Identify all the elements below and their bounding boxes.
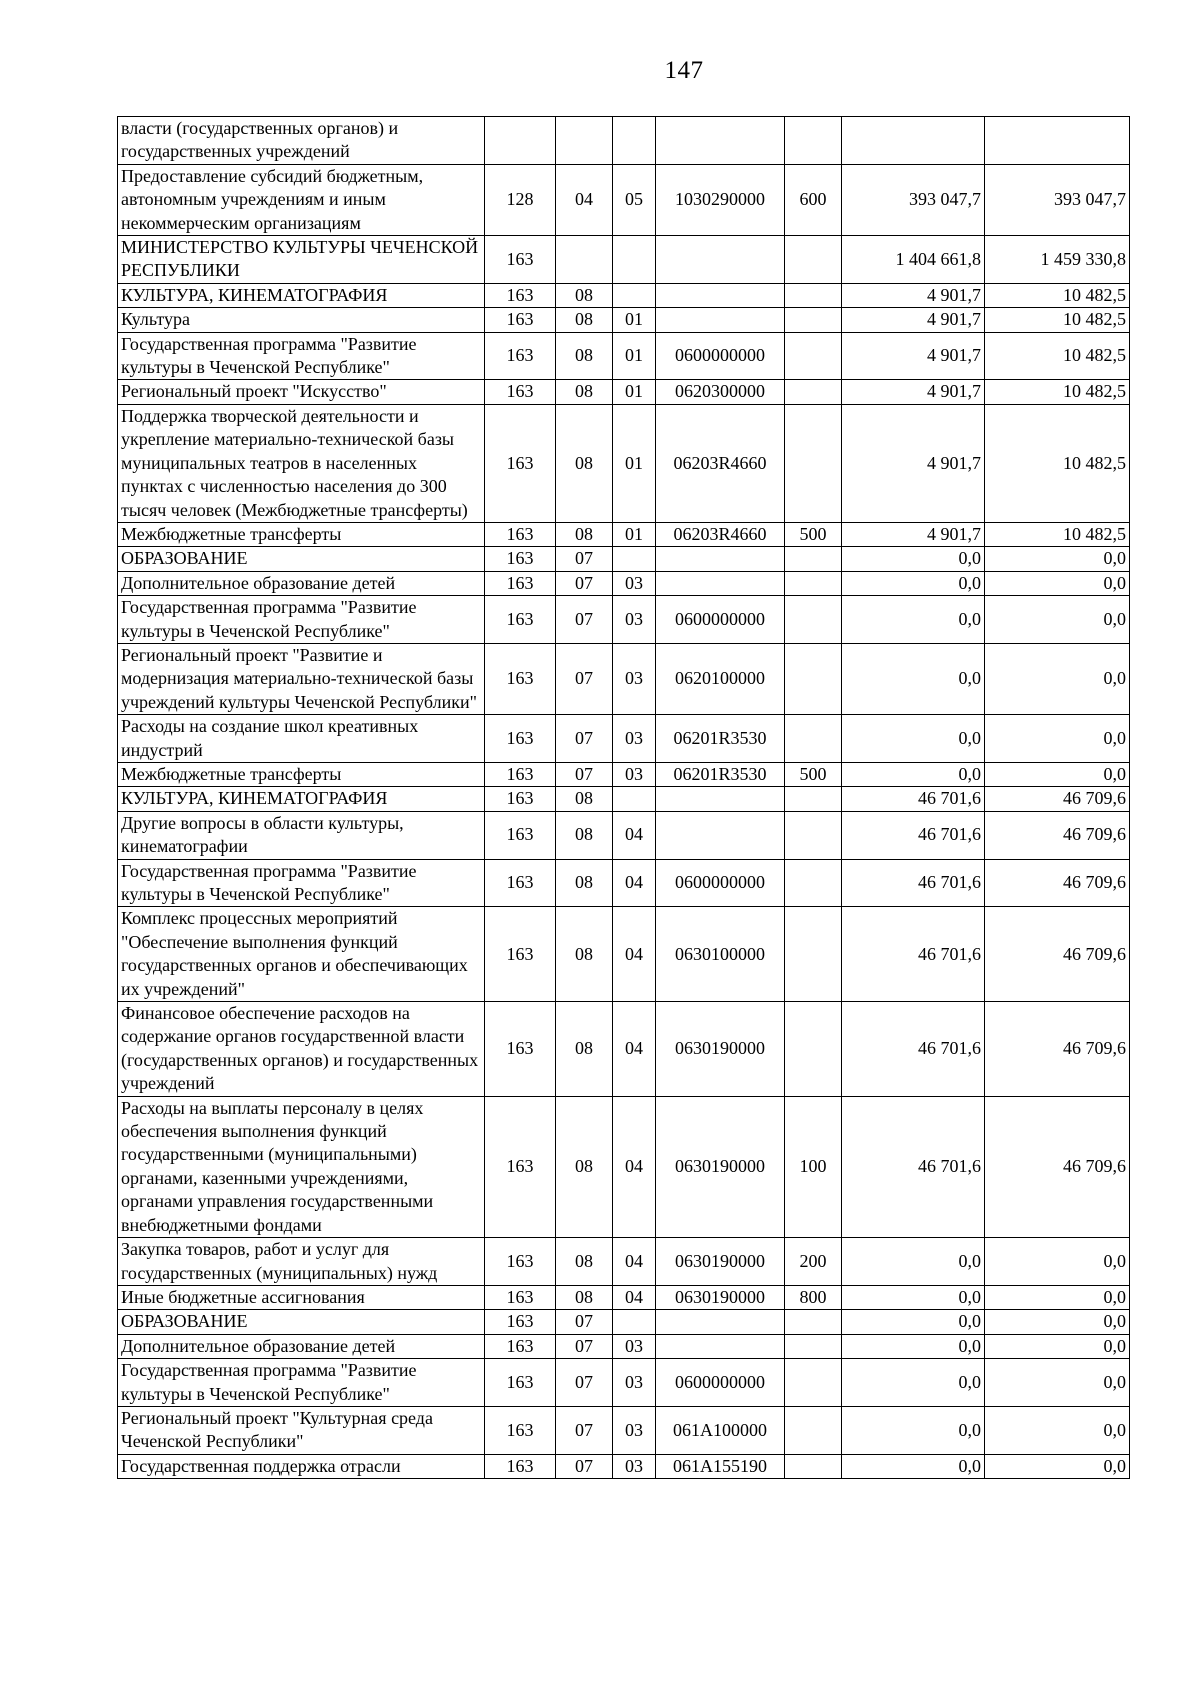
row-name-cell: Предоставление субсидий бюджетным, автономным учреждениям и иным некоммерческим организациям bbox=[118, 164, 485, 235]
section-code-cell bbox=[556, 236, 613, 284]
expense-type-cell bbox=[785, 236, 842, 284]
expense-type-cell bbox=[785, 811, 842, 859]
target-article-cell: 06201R3530 bbox=[656, 715, 785, 763]
amount-year2-cell: 10 482,5 bbox=[985, 283, 1130, 307]
table-row bbox=[118, 596, 1130, 644]
admin-code-cell: 163 bbox=[485, 811, 556, 859]
section-code-cell: 08 bbox=[556, 380, 613, 404]
subsection-code-cell: 04 bbox=[613, 811, 656, 859]
amount-year2-cell: 10 482,5 bbox=[985, 522, 1130, 546]
row-name-cell: Иные бюджетные ассигнования bbox=[118, 1285, 485, 1309]
subsection-code-cell: 01 bbox=[613, 404, 656, 522]
table-row bbox=[118, 762, 1130, 786]
section-code-cell: 07 bbox=[556, 762, 613, 786]
amount-year1-cell: 46 701,6 bbox=[842, 1002, 985, 1097]
amount-year2-cell: 1 459 330,8 bbox=[985, 236, 1130, 284]
target-article-cell: 0620100000 bbox=[656, 643, 785, 714]
amount-year2-cell: 10 482,5 bbox=[985, 404, 1130, 522]
expense-type-cell bbox=[785, 1334, 842, 1358]
subsection-code-cell bbox=[613, 236, 656, 284]
section-code-cell: 07 bbox=[556, 1334, 613, 1358]
amount-year1-cell: 4 901,7 bbox=[842, 522, 985, 546]
expense-type-cell bbox=[785, 1406, 842, 1454]
amount-year2-cell: 0,0 bbox=[985, 571, 1130, 595]
row-name-cell: КУЛЬТУРА, КИНЕМАТОГРАФИЯ bbox=[118, 787, 485, 811]
expense-type-cell bbox=[785, 1002, 842, 1097]
target-article-cell bbox=[656, 283, 785, 307]
expense-type-cell: 800 bbox=[785, 1285, 842, 1309]
amount-year1-cell: 4 901,7 bbox=[842, 404, 985, 522]
row-name-cell: Региональный проект "Культурная среда Чеченской Республики" bbox=[118, 1406, 485, 1454]
admin-code-cell bbox=[485, 117, 556, 165]
admin-code-cell: 128 bbox=[485, 164, 556, 235]
admin-code-cell: 163 bbox=[485, 907, 556, 1002]
row-name-cell: Государственная программа "Развитие культуры в Чеченской Республике" bbox=[118, 1359, 485, 1407]
expense-type-cell bbox=[785, 859, 842, 907]
target-article-cell bbox=[656, 308, 785, 332]
section-code-cell: 08 bbox=[556, 787, 613, 811]
section-code-cell: 07 bbox=[556, 547, 613, 571]
amount-year1-cell: 1 404 661,8 bbox=[842, 236, 985, 284]
table-row bbox=[118, 380, 1130, 404]
row-name-cell: Расходы на выплаты персоналу в целях обеспечения выполнения функций государственными (муниципальными) органами, казенными учреждениями, органами управления государственными внебюджетными фондами bbox=[118, 1096, 485, 1237]
target-article-cell bbox=[656, 1310, 785, 1334]
amount-year1-cell: 46 701,6 bbox=[842, 859, 985, 907]
table-row bbox=[118, 1406, 1130, 1454]
amount-year2-cell: 10 482,5 bbox=[985, 332, 1130, 380]
admin-code-cell: 163 bbox=[485, 715, 556, 763]
admin-code-cell: 163 bbox=[485, 236, 556, 284]
admin-code-cell: 163 bbox=[485, 522, 556, 546]
expense-type-cell bbox=[785, 308, 842, 332]
section-code-cell: 07 bbox=[556, 715, 613, 763]
row-name-cell: Государственная поддержка отрасли bbox=[118, 1454, 485, 1478]
table-row bbox=[118, 811, 1130, 859]
section-code-cell: 04 bbox=[556, 164, 613, 235]
table-row bbox=[118, 332, 1130, 380]
expense-type-cell bbox=[785, 404, 842, 522]
amount-year2-cell: 0,0 bbox=[985, 715, 1130, 763]
subsection-code-cell: 05 bbox=[613, 164, 656, 235]
page-number-text: 147 bbox=[664, 57, 704, 84]
row-name-cell: КУЛЬТУРА, КИНЕМАТОГРАФИЯ bbox=[118, 283, 485, 307]
subsection-code-cell: 03 bbox=[613, 1406, 656, 1454]
subsection-code-cell: 04 bbox=[613, 907, 656, 1002]
section-code-cell: 07 bbox=[556, 643, 613, 714]
amount-year1-cell: 0,0 bbox=[842, 571, 985, 595]
section-code-cell: 07 bbox=[556, 1310, 613, 1334]
target-article-cell: 0630190000 bbox=[656, 1096, 785, 1237]
admin-code-cell: 163 bbox=[485, 283, 556, 307]
amount-year2-cell: 0,0 bbox=[985, 762, 1130, 786]
subsection-code-cell: 03 bbox=[613, 1454, 656, 1478]
row-name-cell: Дополнительное образование детей bbox=[118, 1334, 485, 1358]
target-article-cell: 0600000000 bbox=[656, 859, 785, 907]
target-article-cell: 0620300000 bbox=[656, 380, 785, 404]
table-row bbox=[118, 1002, 1130, 1097]
subsection-code-cell: 03 bbox=[613, 762, 656, 786]
row-name-cell: Региональный проект "Развитие и модернизация материально-технической базы учреждений культуры Чеченской Республики" bbox=[118, 643, 485, 714]
subsection-code-cell: 01 bbox=[613, 522, 656, 546]
row-name-cell: Дополнительное образование детей bbox=[118, 571, 485, 595]
amount-year1-cell: 0,0 bbox=[842, 1334, 985, 1358]
section-code-cell: 07 bbox=[556, 1359, 613, 1407]
amount-year2-cell: 46 709,6 bbox=[985, 907, 1130, 1002]
table-row bbox=[118, 547, 1130, 571]
row-name-cell: Межбюджетные трансферты bbox=[118, 522, 485, 546]
subsection-code-cell: 01 bbox=[613, 332, 656, 380]
section-code-cell: 08 bbox=[556, 907, 613, 1002]
target-article-cell: 0630100000 bbox=[656, 907, 785, 1002]
table-row bbox=[118, 1310, 1130, 1334]
amount-year1-cell: 4 901,7 bbox=[842, 380, 985, 404]
table-row bbox=[118, 1285, 1130, 1309]
table-row bbox=[118, 283, 1130, 307]
row-name-cell: Финансовое обеспечение расходов на содержание органов государственной власти (государственных органов) и государственных учреждений bbox=[118, 1002, 485, 1097]
admin-code-cell: 163 bbox=[485, 308, 556, 332]
row-name-cell: Государственная программа "Развитие культуры в Чеченской Республике" bbox=[118, 332, 485, 380]
table-row bbox=[118, 715, 1130, 763]
row-name-cell: Государственная программа "Развитие культуры в Чеченской Республике" bbox=[118, 859, 485, 907]
section-code-cell: 08 bbox=[556, 522, 613, 546]
expense-type-cell bbox=[785, 380, 842, 404]
page-number bbox=[0, 56, 1200, 86]
amount-year1-cell: 393 047,7 bbox=[842, 164, 985, 235]
subsection-code-cell: 04 bbox=[613, 1002, 656, 1097]
expense-type-cell bbox=[785, 1454, 842, 1478]
amount-year1-cell: 0,0 bbox=[842, 643, 985, 714]
expense-type-cell bbox=[785, 715, 842, 763]
table-row bbox=[118, 308, 1130, 332]
budget-table bbox=[117, 116, 1130, 1479]
amount-year1-cell: 0,0 bbox=[842, 1454, 985, 1478]
row-name-cell: власти (государственных органов) и государственных учреждений bbox=[118, 117, 485, 165]
admin-code-cell: 163 bbox=[485, 404, 556, 522]
amount-year1-cell: 0,0 bbox=[842, 1285, 985, 1309]
subsection-code-cell: 04 bbox=[613, 1238, 656, 1286]
target-article-cell: 061A100000 bbox=[656, 1406, 785, 1454]
admin-code-cell: 163 bbox=[485, 1238, 556, 1286]
amount-year2-cell: 46 709,6 bbox=[985, 1096, 1130, 1237]
amount-year2-cell: 393 047,7 bbox=[985, 164, 1130, 235]
amount-year1-cell: 0,0 bbox=[842, 1359, 985, 1407]
amount-year1-cell: 0,0 bbox=[842, 547, 985, 571]
table-row bbox=[118, 907, 1130, 1002]
admin-code-cell: 163 bbox=[485, 1002, 556, 1097]
amount-year2-cell: 46 709,6 bbox=[985, 859, 1130, 907]
subsection-code-cell bbox=[613, 787, 656, 811]
expense-type-cell bbox=[785, 332, 842, 380]
table-row bbox=[118, 1238, 1130, 1286]
target-article-cell: 1030290000 bbox=[656, 164, 785, 235]
amount-year2-cell: 0,0 bbox=[985, 1310, 1130, 1334]
amount-year1-cell: 0,0 bbox=[842, 715, 985, 763]
amount-year2-cell bbox=[985, 117, 1130, 165]
table-row bbox=[118, 787, 1130, 811]
row-name-cell: Закупка товаров, работ и услуг для государственных (муниципальных) нужд bbox=[118, 1238, 485, 1286]
row-name-cell: Поддержка творческой деятельности и укрепление материально-технической базы муниципальных театров в населенных пунктах с численностью населения до 300 тысяч человек (Межбюджетные трансферты) bbox=[118, 404, 485, 522]
admin-code-cell: 163 bbox=[485, 762, 556, 786]
expense-type-cell: 500 bbox=[785, 762, 842, 786]
row-name-cell: МИНИСТЕРСТВО КУЛЬТУРЫ ЧЕЧЕНСКОЙ РЕСПУБЛИКИ bbox=[118, 236, 485, 284]
expense-type-cell bbox=[785, 571, 842, 595]
amount-year1-cell: 4 901,7 bbox=[842, 332, 985, 380]
expense-type-cell bbox=[785, 787, 842, 811]
admin-code-cell: 163 bbox=[485, 1406, 556, 1454]
target-article-cell bbox=[656, 236, 785, 284]
subsection-code-cell: 03 bbox=[613, 571, 656, 595]
admin-code-cell: 163 bbox=[485, 1285, 556, 1309]
table-row bbox=[118, 522, 1130, 546]
amount-year1-cell: 46 701,6 bbox=[842, 787, 985, 811]
amount-year2-cell: 46 709,6 bbox=[985, 787, 1130, 811]
table-row bbox=[118, 1334, 1130, 1358]
section-code-cell: 08 bbox=[556, 859, 613, 907]
admin-code-cell: 163 bbox=[485, 1096, 556, 1237]
target-article-cell: 0630190000 bbox=[656, 1002, 785, 1097]
admin-code-cell: 163 bbox=[485, 547, 556, 571]
subsection-code-cell: 03 bbox=[613, 1334, 656, 1358]
amount-year2-cell: 10 482,5 bbox=[985, 380, 1130, 404]
subsection-code-cell: 01 bbox=[613, 380, 656, 404]
expense-type-cell bbox=[785, 547, 842, 571]
target-article-cell: 0600000000 bbox=[656, 596, 785, 644]
target-article-cell bbox=[656, 811, 785, 859]
expense-type-cell bbox=[785, 1359, 842, 1407]
admin-code-cell: 163 bbox=[485, 643, 556, 714]
admin-code-cell: 163 bbox=[485, 1359, 556, 1407]
table-row bbox=[118, 1359, 1130, 1407]
amount-year2-cell: 0,0 bbox=[985, 596, 1130, 644]
amount-year2-cell: 0,0 bbox=[985, 1454, 1130, 1478]
table-row bbox=[118, 164, 1130, 235]
expense-type-cell bbox=[785, 117, 842, 165]
expense-type-cell bbox=[785, 1310, 842, 1334]
amount-year2-cell: 46 709,6 bbox=[985, 811, 1130, 859]
table-row bbox=[118, 643, 1130, 714]
amount-year1-cell: 46 701,6 bbox=[842, 811, 985, 859]
table-row bbox=[118, 1454, 1130, 1478]
amount-year1-cell: 46 701,6 bbox=[842, 907, 985, 1002]
amount-year1-cell: 46 701,6 bbox=[842, 1096, 985, 1237]
table-body bbox=[118, 117, 1130, 1479]
row-name-cell: Межбюджетные трансферты bbox=[118, 762, 485, 786]
table-row bbox=[118, 571, 1130, 595]
target-article-cell bbox=[656, 117, 785, 165]
amount-year1-cell: 0,0 bbox=[842, 762, 985, 786]
amount-year1-cell: 0,0 bbox=[842, 1310, 985, 1334]
target-article-cell bbox=[656, 1334, 785, 1358]
expense-type-cell bbox=[785, 907, 842, 1002]
amount-year1-cell: 0,0 bbox=[842, 1406, 985, 1454]
amount-year2-cell: 0,0 bbox=[985, 1285, 1130, 1309]
subsection-code-cell: 01 bbox=[613, 308, 656, 332]
expense-type-cell bbox=[785, 643, 842, 714]
row-name-cell: Региональный проект "Искусство" bbox=[118, 380, 485, 404]
section-code-cell: 07 bbox=[556, 1454, 613, 1478]
amount-year2-cell: 0,0 bbox=[985, 643, 1130, 714]
subsection-code-cell: 04 bbox=[613, 859, 656, 907]
target-article-cell: 061A155190 bbox=[656, 1454, 785, 1478]
amount-year2-cell: 0,0 bbox=[985, 547, 1130, 571]
subsection-code-cell bbox=[613, 283, 656, 307]
admin-code-cell: 163 bbox=[485, 1310, 556, 1334]
section-code-cell: 08 bbox=[556, 308, 613, 332]
expense-type-cell: 600 bbox=[785, 164, 842, 235]
table-row bbox=[118, 117, 1130, 165]
row-name-cell: Комплекс процессных мероприятий "Обеспечение выполнения функций государственных органов и обеспечивающих их учреждений" bbox=[118, 907, 485, 1002]
subsection-code-cell: 03 bbox=[613, 715, 656, 763]
admin-code-cell: 163 bbox=[485, 1454, 556, 1478]
table-row bbox=[118, 1096, 1130, 1237]
target-article-cell bbox=[656, 787, 785, 811]
section-code-cell: 08 bbox=[556, 1285, 613, 1309]
subsection-code-cell: 04 bbox=[613, 1285, 656, 1309]
expense-type-cell: 100 bbox=[785, 1096, 842, 1237]
row-name-cell: Другие вопросы в области культуры, кинематографии bbox=[118, 811, 485, 859]
admin-code-cell: 163 bbox=[485, 380, 556, 404]
amount-year2-cell: 0,0 bbox=[985, 1406, 1130, 1454]
expense-type-cell: 500 bbox=[785, 522, 842, 546]
section-code-cell: 08 bbox=[556, 1002, 613, 1097]
expense-type-cell bbox=[785, 596, 842, 644]
target-article-cell bbox=[656, 571, 785, 595]
admin-code-cell: 163 bbox=[485, 596, 556, 644]
admin-code-cell: 163 bbox=[485, 1334, 556, 1358]
section-code-cell: 08 bbox=[556, 1096, 613, 1237]
section-code-cell: 08 bbox=[556, 404, 613, 522]
target-article-cell: 06203R4660 bbox=[656, 522, 785, 546]
table-row bbox=[118, 404, 1130, 522]
amount-year2-cell: 46 709,6 bbox=[985, 1002, 1130, 1097]
amount-year2-cell: 0,0 bbox=[985, 1359, 1130, 1407]
section-code-cell: 08 bbox=[556, 811, 613, 859]
expense-type-cell bbox=[785, 283, 842, 307]
target-article-cell: 0630190000 bbox=[656, 1238, 785, 1286]
section-code-cell: 07 bbox=[556, 596, 613, 644]
admin-code-cell: 163 bbox=[485, 859, 556, 907]
target-article-cell: 0630190000 bbox=[656, 1285, 785, 1309]
target-article-cell: 0600000000 bbox=[656, 1359, 785, 1407]
row-name-cell: Государственная программа "Развитие культуры в Чеченской Республике" bbox=[118, 596, 485, 644]
row-name-cell: ОБРАЗОВАНИЕ bbox=[118, 547, 485, 571]
subsection-code-cell bbox=[613, 547, 656, 571]
table-row bbox=[118, 859, 1130, 907]
amount-year2-cell: 0,0 bbox=[985, 1238, 1130, 1286]
section-code-cell: 07 bbox=[556, 571, 613, 595]
subsection-code-cell bbox=[613, 117, 656, 165]
section-code-cell: 08 bbox=[556, 283, 613, 307]
admin-code-cell: 163 bbox=[485, 571, 556, 595]
subsection-code-cell: 03 bbox=[613, 643, 656, 714]
section-code-cell: 07 bbox=[556, 1406, 613, 1454]
amount-year1-cell: 0,0 bbox=[842, 596, 985, 644]
expense-type-cell: 200 bbox=[785, 1238, 842, 1286]
amount-year1-cell: 0,0 bbox=[842, 1238, 985, 1286]
row-name-cell: Расходы на создание школ креативных индустрий bbox=[118, 715, 485, 763]
admin-code-cell: 163 bbox=[485, 787, 556, 811]
subsection-code-cell: 03 bbox=[613, 1359, 656, 1407]
amount-year1-cell bbox=[842, 117, 985, 165]
row-name-cell: ОБРАЗОВАНИЕ bbox=[118, 1310, 485, 1334]
section-code-cell bbox=[556, 117, 613, 165]
table-row bbox=[118, 236, 1130, 284]
amount-year1-cell: 4 901,7 bbox=[842, 308, 985, 332]
section-code-cell: 08 bbox=[556, 1238, 613, 1286]
subsection-code-cell bbox=[613, 1310, 656, 1334]
subsection-code-cell: 04 bbox=[613, 1096, 656, 1237]
row-name-cell: Культура bbox=[118, 308, 485, 332]
section-code-cell: 08 bbox=[556, 332, 613, 380]
target-article-cell: 06203R4660 bbox=[656, 404, 785, 522]
amount-year2-cell: 0,0 bbox=[985, 1334, 1130, 1358]
amount-year1-cell: 4 901,7 bbox=[842, 283, 985, 307]
target-article-cell: 06201R3530 bbox=[656, 762, 785, 786]
admin-code-cell: 163 bbox=[485, 332, 556, 380]
target-article-cell bbox=[656, 547, 785, 571]
subsection-code-cell: 03 bbox=[613, 596, 656, 644]
target-article-cell: 0600000000 bbox=[656, 332, 785, 380]
amount-year2-cell: 10 482,5 bbox=[985, 308, 1130, 332]
